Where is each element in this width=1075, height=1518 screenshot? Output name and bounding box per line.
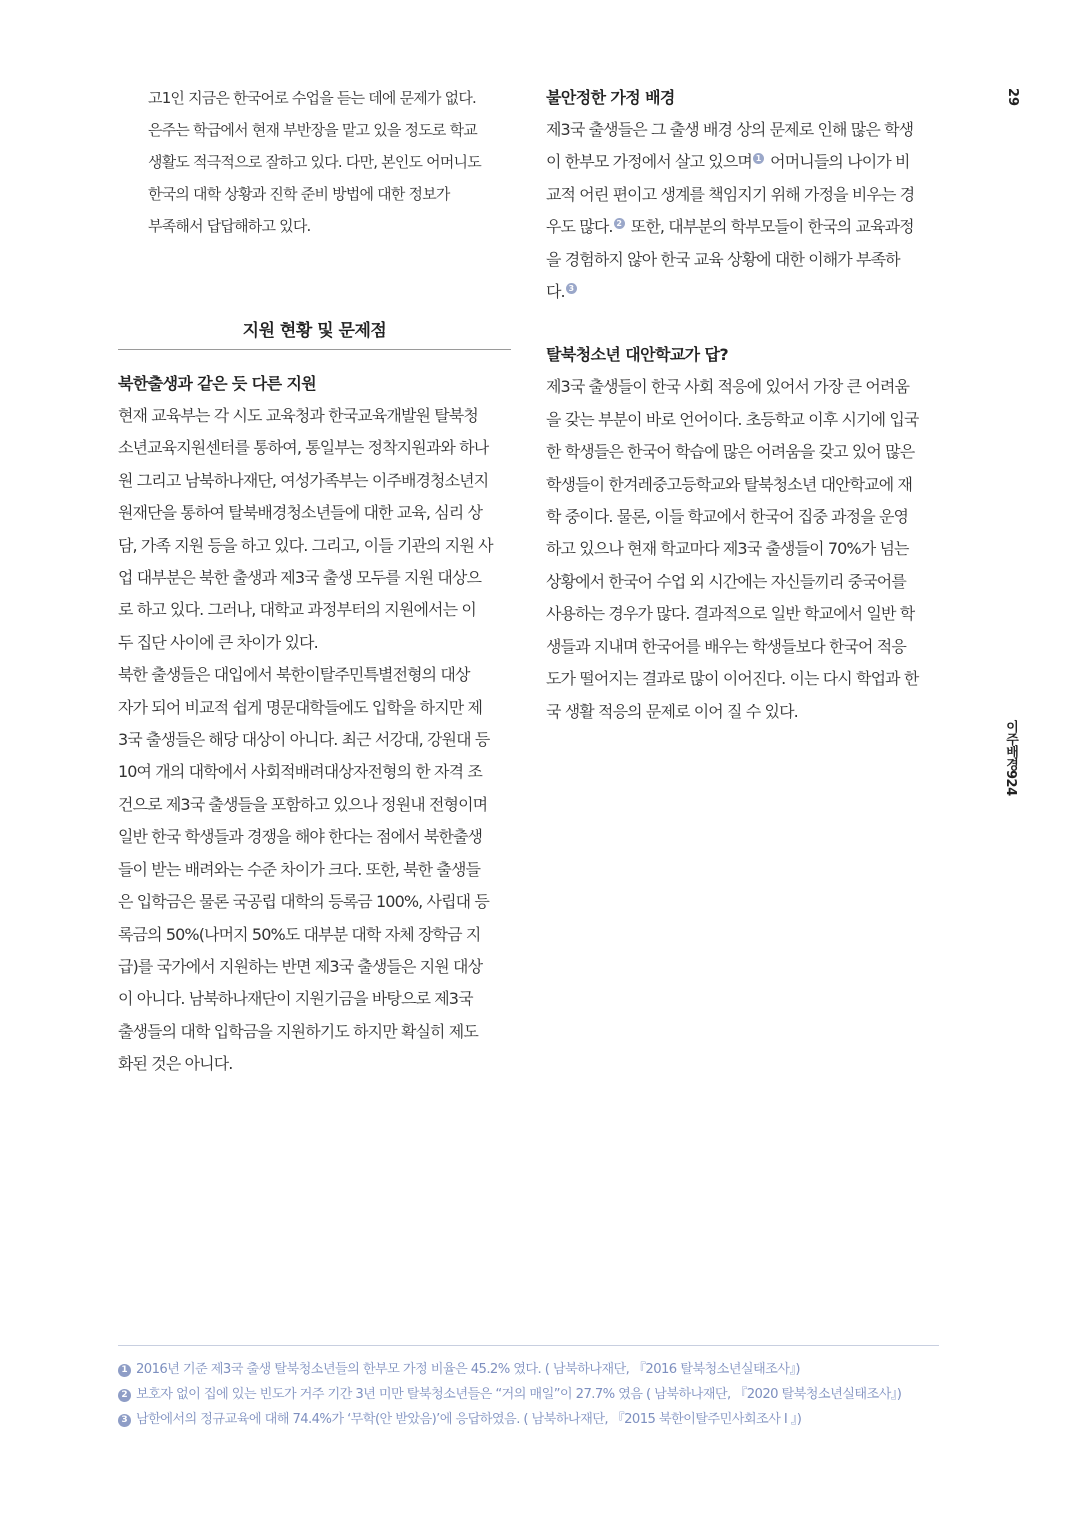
- text-line: 상황에서 한국어 수업 외 시간에는 자신들끼리 중국어를: [546, 571, 906, 591]
- text-line: 로 하고 있다. 그러나, 대학교 과정부터의 지원에서는 이: [118, 600, 476, 620]
- text-line: 국 생활 적응의 문제로 이어 질 수 있다.: [546, 701, 798, 721]
- text-line: 현재 교육부는 각 시도 교육청과 한국교육개발원 탈북청: [118, 406, 478, 425]
- text-line: 건으로 제3국 출생들을 포함하고 있으나 정원내 전형이며: [118, 794, 488, 814]
- page-number: 29: [1005, 88, 1020, 107]
- footnote: [118, 1407, 968, 1432]
- text-line: 담, 가족 지원 등을 하고 있다. 그리고, 이들 기관의 지원 사: [118, 535, 493, 555]
- text-line: 을 갖는 부분이 바로 언어이다. 초등학교 이후 시기에 입국: [546, 409, 919, 429]
- text-line: 자가 되어 비교적 쉽게 명문대학들에도 입학을 하지만 제: [118, 697, 483, 717]
- footnote-divider: [118, 1345, 939, 1346]
- quote-line: 부족해서 답답해하고 있다.: [148, 217, 311, 235]
- text-line: 록금의 50%(나머지 50%도 대부분 대학 자체 장학금 지: [118, 924, 481, 944]
- footnote-text: 남한에서의 정규교육에 대해 74.4%가 ‘무학(안 받았음)’에 응답하였음. ( 남북하나재단, 『2015 북한이탈주민사회조사 I 』): [136, 1412, 802, 1427]
- footnote-ref: 3: [566, 283, 577, 294]
- text-fragment: 어머니들의 나이가 비: [765, 152, 910, 172]
- text-line: 하고 있으나 현재 학교마다 제3국 출생들이 70%가 넘는: [546, 539, 909, 559]
- right-column: [546, 82, 939, 728]
- subheading: 탈북청소년 대안학교가 답?: [546, 345, 729, 365]
- quote-line: 한국의 대학 상황과 진학 준비 방법에 대한 정보가: [148, 185, 450, 203]
- text-fragment: 또한, 대부분의 학부모들이 한국의 교육과정: [626, 217, 914, 237]
- footnote-text: 2016년 기준 제3국 출생 탈북청소년들의 한부모 가정 비율은 45.2% 였다. ( 남북하나재단, 『2016 탈북청소년실태조사』): [136, 1362, 800, 1377]
- footnote: [118, 1382, 968, 1407]
- text-line: [546, 211, 939, 243]
- text-line: 출생들의 대학 입학금을 지원하기도 하지만 확실히 제도: [118, 1021, 478, 1041]
- text-line: 은 입학금은 물론 국공립 대학의 등록금 100%, 사립대 등: [118, 892, 489, 912]
- text-line: [546, 276, 939, 308]
- text-line: 학생들이 한겨레중고등학교와 탈북청소년 대안학교에 재: [546, 474, 913, 494]
- footnotes: [118, 1357, 968, 1432]
- footnote: [118, 1357, 968, 1382]
- text-line: 10여 개의 대학에서 사회적배려대상자전형의 한 자격 조: [118, 762, 482, 782]
- text-line: [546, 146, 939, 178]
- footnote-text: 보호자 없이 집에 있는 빈도가 거주 기간 3년 미만 탈북청소년들은 “거의 매일”이 27.7% 였음 ( 남북하나재단, 『2020 탈북청소년실태조사』): [136, 1387, 902, 1402]
- interview-quote: [148, 82, 511, 242]
- footnote-number: 3: [118, 1414, 131, 1427]
- text-fragment: 다.: [546, 282, 565, 302]
- quote-line: 은주는 학급에서 현재 부반장을 맡고 있을 정도로 학교: [148, 121, 477, 139]
- text-line: 원재단을 통하여 탈북배경청소년들에 대한 교육, 심리 상: [118, 503, 483, 523]
- text-line: 업 대부분은 북한 출생과 제3국 출생 모두를 지원 대상으: [118, 568, 481, 588]
- text-line: 이 아니다. 남북하나재단이 지원기금을 바탕으로 제3국: [118, 989, 473, 1009]
- text-line: 도가 떨어지는 결과로 많이 이어진다. 이는 다시 학업과 한: [546, 669, 919, 689]
- text-line: 원 그리고 남북하나재단, 여성가족부는 이주배경청소년지: [118, 470, 489, 490]
- footnote-ref: 1: [753, 153, 764, 164]
- text-line: 두 집단 사이에 큰 차이가 있다.: [118, 632, 318, 652]
- subheading: 북한출생과 같은 듯 다른 지원: [118, 374, 317, 393]
- text-line: 급)를 국가에서 지원하는 반면 제3국 출생들은 지원 대상: [118, 956, 483, 976]
- text-fragment: 이 한부모 가정에서 살고 있으며: [546, 152, 752, 172]
- left-column: [118, 82, 511, 1081]
- footnote-ref: 2: [614, 218, 625, 229]
- text-line: 북한 출생들은 대입에서 북한이탈주민특별전형의 대상: [118, 665, 470, 685]
- text-line: 한 학생들은 한국어 학습에 많은 어려움을 갖고 있어 많은: [546, 442, 915, 462]
- text-line: 학 중이다. 물론, 이들 학교에서 한국어 집중 과정을 운영: [546, 507, 909, 527]
- section-title: 지원 현황 및 문제점: [118, 316, 511, 350]
- footnote-number: 1: [118, 1364, 131, 1377]
- text-line: 화된 것은 아니다.: [118, 1054, 233, 1074]
- text-fragment: 우도 많다.: [546, 217, 613, 237]
- body-paragraph: [546, 114, 939, 308]
- body-paragraph: [118, 400, 511, 1081]
- text-line: 들이 받는 배려와는 수준 차이가 크다. 또한, 북한 출생들: [118, 859, 481, 879]
- footnote-number: 2: [118, 1389, 131, 1402]
- text-line: 일반 한국 학생들과 경쟁을 해야 한다는 점에서 북한출생: [118, 827, 483, 847]
- text-line: 제3국 출생들이 한국 사회 적응에 있어서 가장 큰 어려움: [546, 377, 909, 397]
- body-paragraph: [546, 371, 939, 727]
- quote-line: 생활도 적극적으로 잘하고 있다. 다만, 본인도 어머니도: [148, 153, 481, 171]
- text-line: 제3국 출생들은 그 출생 배경 상의 문제로 인해 많은 학생: [546, 120, 914, 139]
- magazine-name: 이주배경924: [1003, 720, 1018, 796]
- subheading: 불안정한 가정 배경: [546, 88, 675, 107]
- text-line: 소년교육지원센터를 통하여, 통일부는 정착지원과와 하나: [118, 438, 489, 458]
- text-line: 을 경험하지 않아 한국 교육 상황에 대한 이해가 부족하: [546, 249, 900, 269]
- text-line: 사용하는 경우가 많다. 결과적으로 일반 학교에서 일반 학: [546, 604, 915, 624]
- text-line: 교적 어린 편이고 생계를 책임지기 위해 가정을 비우는 경: [546, 184, 915, 204]
- text-line: 생들과 지내며 한국어를 배우는 학생들보다 한국어 적응: [546, 636, 906, 656]
- quote-line: 고1인 지금은 한국어로 수업을 듣는 데에 문제가 없다.: [148, 89, 476, 107]
- text-line: 3국 출생들은 해당 대상이 아니다. 최근 서강대, 강원대 등: [118, 730, 490, 750]
